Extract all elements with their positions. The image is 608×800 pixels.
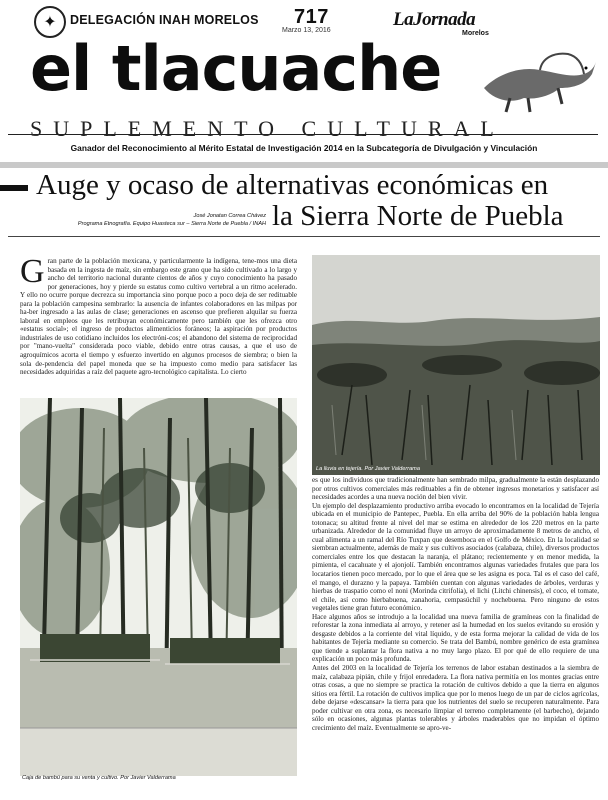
issue-date: Marzo 13, 2016 bbox=[282, 27, 331, 34]
right-photo-caption: La lluvia en tejería. Por Javier Valderrama bbox=[316, 466, 420, 472]
column-2-paragraph: Hace algunos años se introdujo a la localidad una nueva familia de gramíneas con la finalidad de reforestar la zona inmediata al arroyo, y retener así la humedad en los suelos evitando su erosión y desgaste debidos a la corriente del vital líquido, y de esta forma mejorar la calidad de vida de los habitantes de Tejería mediante su comercio. Se trata del Bambú, nombre genérico de esta gramínea que tiende a suplantar la flora nativa a no muy largo plazo. El por qué de ello requiere de una explicación un poco más profunda. bbox=[312, 612, 599, 664]
headline-divider bbox=[8, 236, 600, 237]
headline-bar bbox=[0, 185, 28, 191]
left-photo-caption: Caja de bambú para su venta y cultivo. Por Javier Valderrama bbox=[22, 775, 176, 781]
headline-line-1: Auge y ocaso de alternativas económicas en bbox=[36, 169, 549, 201]
column-2-paragraph: Antes del 2003 en la localidad de Tejería los terrenos de labor estaban destinados a la siembra de maíz, calabaza pipián, chile y frijol enredadera. La flora nativa permitía en los montes gracias entre otras cosas, a que no siempre se practica la rotación de cultivos debido a que la tierra en algunos sitios era fértil. La rotación de cultivos implica que por lo menos luego de un par de ciclos agrícolas, debe dejarse «descansar» la tierra para que los nutrientes del suelo se recuperen naturalmente. Para poder cultivar en otra zona, es necesario limpiar el terreno completamente (el barbecho), dejando sólo en ocasiones, algunas plantas tolerables y árboles maderables que no impidan el óptimo crecimiento del maíz. Eventualmente se apro-ve- bbox=[312, 664, 599, 732]
publication-subtitle: SUPLEMENTO CULTURAL bbox=[30, 116, 505, 141]
landscape-photo bbox=[312, 255, 600, 475]
article-column-2 bbox=[312, 476, 599, 798]
org-name: DELEGACIÓN INAH MORELOS bbox=[70, 13, 259, 27]
column-1-text: ran parte de la población mexicana, y particularmente la indígena, tene-mos una dieta basada en la ingesta de maíz, sin embargo este grano que ha sido cultivado a lo largo y ancho del territorio nacional durante cientos de años y cuyo conocimiento ha pasado por generaciones, hoy y pierde su estatus como cultivo vertebral a un ritmo acelerado. Y ello no ocurre porque decrezca su importancia sino porque poco a poco deja de ser redituable para la población campesina sembrarlo: la ausencia de infantes colaboradores en las milpas por ha-ber ingresado a las aulas de clase; generaciones en ascenso que prefieren alquilar su fuerza laboral en empleos que les retribuyan económicamente pero también que les ofrezca otro «estatus social»; el ingreso de productos alimenticios foráneos; la aspiración por productos industriales de uso cotidiano incluidos los electróni-cos; el abandono del sistema de reciprocidad por "mano-vuelta" considerada poco viable, debido entre otras causas, a que el uso de agroquímicos acorta el tiempo y esfuerzo invertido en algunos procesos de siembra; o bien la sola de-pendencia del papel moneda que se ha impuesto como medio para satisfacer las necesidades adquiridas a raíz del paquete agro-tecnológico capitalista. Lo cierto bbox=[20, 257, 297, 377]
column-2-paragraph: Un ejemplo del desplazamiento productivo arriba evocado lo encontramos en la localidad de Tejería ubicada en el municipio de Pantepec, Puebla. En ella arriba del 90% de la población habla lengua totonaca; su altitud frente al nivel del mar se estima en alrededor de los 220 metros en la parte urbanizada. Alrededor de la comunidad fluye un arroyo de aproximadamente 8 metros de ancho, el cual alimenta a un ramal del Río Tuxpan que desemboca en el Golfo de México. En la localidad se siembran actualmente, además de maíz y sus cultivos asociados (calabaza, chile), diversos productos comerciales entre los que destacan la naranja, el plátano; recientemente y en menor medida, la pimienta, el cacahuate y el ajonjolí. También encontramos algunas variedades frutales que para los locatarios tienen poco mercado, por lo que el área que se les asigna es poca. Tal es el caso del café, el mango, el durazno y la papaya. También cuentan con algunas variedades de árboles, verduras y hierbas de traspatio como el noni (Morinda citrifolia), el lichi (Litchi chinensis), el coco, el tomate, el chile, así como hierbabuena, zanahoria, cempasúchil y nochebuena. Pero ninguno de estos vegetales tiene gran futuro económico. bbox=[312, 501, 599, 613]
bamboo-photo bbox=[20, 398, 297, 776]
issue-number: 717 bbox=[294, 6, 329, 28]
award-line: Ganador del Reconocimiento al Mérito Estatal de Investigación 2014 en la Subcategoría de Divulgación y Vinculación bbox=[70, 143, 538, 153]
publication-title: el tlacuache bbox=[30, 32, 442, 105]
article-column-1 bbox=[20, 257, 297, 393]
article-program: Programa Etnografía. Equipo Huasteca sur – Sierra Norte de Puebla / INAH bbox=[77, 221, 266, 227]
section-band bbox=[0, 162, 608, 168]
column-2-paragraph: es que los individuos que tradicionalmente han sembrado milpa, gradualmente la están desplazando por otros cultivos comerciales más redituables a fin de obtener ingresos monetarios y satisfacer así necesidades acordes a una nueva noción del bien vivir. bbox=[312, 476, 599, 502]
article-author: José Jonatan Correa Chávez bbox=[193, 213, 266, 219]
tlacuache-illustration-icon bbox=[480, 44, 598, 114]
headline-line-2: la Sierra Norte de Puebla bbox=[272, 200, 564, 232]
partner-logo-sub: Morelos bbox=[462, 30, 489, 37]
drop-cap: G bbox=[20, 257, 45, 290]
inah-seal-icon: ✦ bbox=[34, 6, 66, 38]
masthead-divider bbox=[8, 134, 598, 135]
partner-logo: LaJornada bbox=[393, 9, 476, 30]
